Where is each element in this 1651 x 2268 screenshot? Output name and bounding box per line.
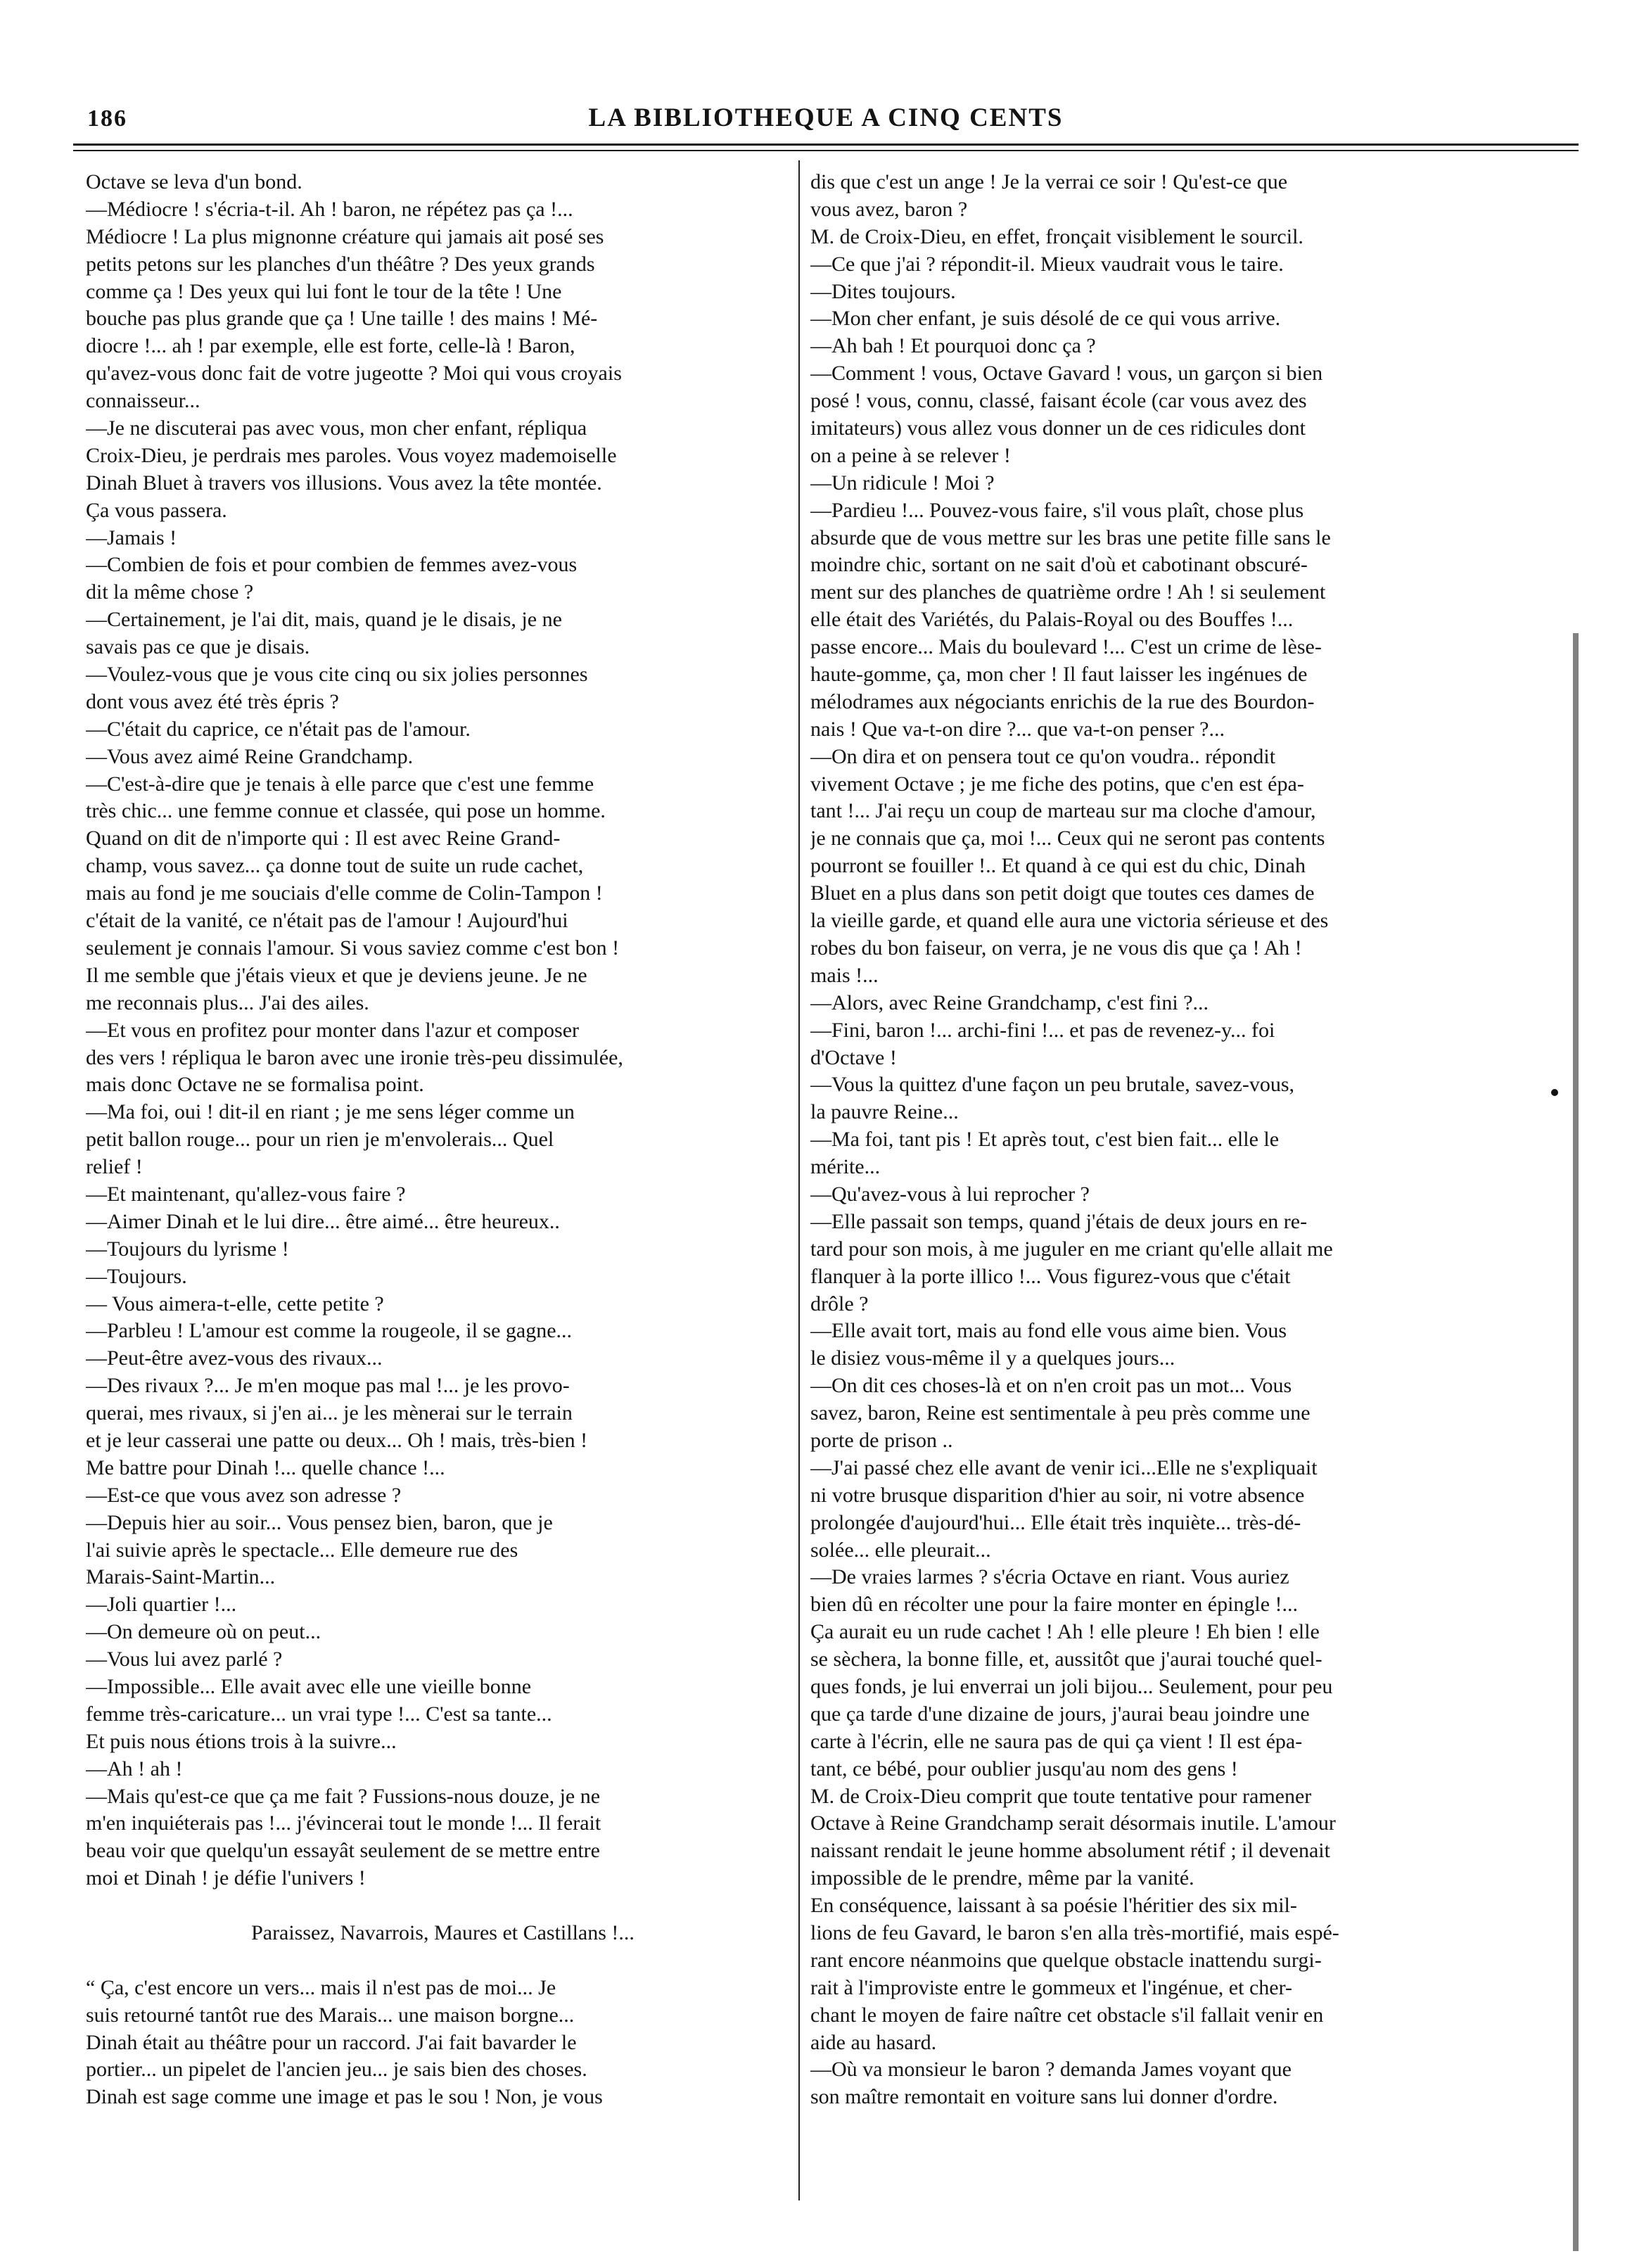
text-line: — Vous aimera-t-elle, cette petite ? [86,1292,384,1315]
column-divider [798,160,800,2200]
text-line: —Jamais ! [86,525,177,549]
text-line: nais ! Que va-t-on dire ?... que va-t-on penser ?... [810,717,1225,741]
text-line: son maître remontait en voiture sans lui donner d'ordre. [810,2085,1278,2109]
text-line: —Dites toujours. [810,279,956,303]
text-line: —Vous avez aimé Reine Grandchamp. [86,744,414,768]
text-line: —Ah bah ! Et pourquoi donc ça ? [810,334,1096,358]
text-line: Octave à Reine Grandchamp serait désormais inutile. L'amour [810,1811,1336,1835]
text-line: —Aimer Dinah et le lui dire... être aimé... être heureux.. [86,1209,560,1233]
text-line: —On demeure où on peut... [86,1620,321,1644]
text-line: —Ma foi, tant pis ! Et après tout, c'est bien fait... elle le [810,1128,1280,1152]
text-line: connaisseur... [86,389,200,413]
text-line: petit ballon rouge... pour un rien je m'envolerais... Quel [86,1128,554,1152]
text-line: Quand on dit de n'importe qui : Il est avec Reine Grand- [86,827,561,850]
text-line: —Ce que j'ai ? répondit-il. Mieux vaudrait vous le taire. [810,252,1284,276]
text-line: l'ai suivie après le spectacle... Elle demeure rue des [86,1538,518,1562]
text-line: mais !... [810,963,879,987]
text-line: passe encore... Mais du boulevard !... C'est un crime de lèse- [810,635,1322,659]
text-line: Et puis nous étions trois à la suivre... [86,1729,397,1753]
text-line: tant, ce bébé, pour oublier jusqu'au nom des gens ! [810,1757,1238,1780]
text-line: Il me semble que j'étais vieux et que je deviens jeune. Je ne [86,963,587,987]
text-line: —Je ne discuterai pas avec vous, mon cher enfant, répliqua [86,416,587,440]
text-line: —Mon cher enfant, je suis désolé de ce qui vous arrive. [810,307,1281,331]
text-line: la vieille garde, et quand elle aura une victoria sérieuse et des [810,909,1329,933]
text-line: petits petons sur les planches d'un théâtre ? Des yeux grands [86,252,595,276]
text-line: —Où va monsieur le baron ? demanda James voyant que [810,2058,1292,2082]
text-line: pourront se fouiller !.. Et quand à ce qui est du chic, Dinah [810,854,1306,878]
text-line: —Des rivaux ?... Je m'en moque pas mal !... je les provo- [86,1374,570,1398]
text-line: porte de prison .. [810,1428,953,1452]
text-line: —Qu'avez-vous à lui reprocher ? [810,1182,1090,1206]
text-line: mais donc Octave ne se formalisa point. [86,1073,424,1097]
text-line: —Peut-être avez-vous des rivaux... [86,1346,383,1370]
text-line: Octave se leva d'un bond. [86,170,302,193]
text-line: —Vous la quittez d'une façon un peu brutale, savez-vous, [810,1073,1294,1097]
text-line: —Pardieu !... Pouvez-vous faire, s'il vous plaît, chose plus [810,498,1304,522]
text-line: —On dira et on pensera tout ce qu'on voudra.. répondit [810,744,1276,768]
text-line: prolongée d'aujourd'hui... Elle était très inquiète... très-dé- [810,1510,1301,1534]
text-line: posé ! vous, connu, classé, faisant école (car vous avez des [810,389,1307,413]
text-line: —C'est-à-dire que je tenais à elle parce que c'est une femme [86,772,594,796]
text-line: relief ! [86,1155,143,1179]
text-line: diocre !... ah ! par exemple, elle est forte, celle-là ! Baron, [86,334,575,358]
text-line: je ne connais que ça, moi !... Ceux qui ne seront pas contents [810,827,1325,850]
text-line: vous avez, baron ? [810,197,968,221]
text-line: dit la même chose ? [86,580,254,604]
text-line: mérite... [810,1155,881,1179]
text-line: se sèchera, la bonne fille, et, aussitôt que j'aurai touché quel- [810,1648,1322,1671]
page-number: 186 [87,106,127,132]
text-line: Médiocre ! La plus mignonne créature qui jamais ait posé ses [86,224,604,248]
text-line: mélodrames aux négociants enrichis de la rue des Bourdon- [810,689,1315,713]
text-line: “ Ça, c'est encore un vers... mais il n'est pas de moi... Je [86,1975,556,1999]
text-line: —Impossible... Elle avait avec elle une vieille bonne [86,1674,532,1698]
text-line: vivement Octave ; je me fiche des potins, que c'en est épa- [810,772,1304,796]
text-line: femme très-caricature... un vrai type !... C'est sa tante... [86,1702,552,1726]
text-line: c'était de la vanité, ce n'était pas de l'amour ! Aujourd'hui [86,909,568,933]
right-column [810,169,1524,2195]
text-line: tard pour son mois, à me juguler en me criant qu'elle allait me [810,1237,1333,1261]
text-line: que ça tarde d'une dizaine de jours, j'aurai beau joindre une [810,1702,1310,1726]
verse-line: Paraissez, Navarrois, Maures et Castillans !... [251,1921,635,1944]
blank-line [86,1947,800,1975]
text-line: rant encore néanmoins que quelque obstacle inattendu surgi- [810,1948,1322,1972]
text-line: impossible de le prendre, même par la vanité. [810,1866,1194,1890]
text-line: —Alors, avec Reine Grandchamp, c'est fini ?... [810,990,1209,1014]
text-line: dont vous avez été très épris ? [86,689,339,713]
text-line: —Elle passait son temps, quand j'étais de deux jours en re- [810,1209,1308,1233]
text-line: drôle ? [810,1292,869,1315]
text-line: —Joli quartier !... [86,1593,237,1617]
text-line: savais pas ce que je disais. [86,635,310,659]
text-line: —Et vous en profitez pour monter dans l'azur et composer [86,1018,580,1042]
page-edge-shadow [1573,633,1579,2251]
text-line: me reconnais plus... J'ai des ailes. [86,990,369,1014]
text-line: —Est-ce que vous avez son adresse ? [86,1483,402,1507]
text-line: Dinah était au théâtre pour un raccord. J'ai fait bavarder le [86,2030,577,2054]
text-line: bien dû en récolter une pour la faire monter en épingle !... [810,1593,1299,1617]
text-line: robes du bon faiseur, on verra, je ne vous dis que ça ! Ah ! [810,936,1302,960]
text-line: Croix-Dieu, je perdrais mes paroles. Vous voyez mademoiselle [86,443,617,467]
text-line: bouche pas plus grande que ça ! Une taille ! des mains ! Mé- [86,307,598,331]
text-line: Me battre pour Dinah !... quelle chance !... [86,1455,445,1479]
text-line: ni votre brusque disparition d'hier au soir, ni votre absence [810,1483,1305,1507]
text-line: chant le moyen de faire naître cet obstacle s'il fallait venir en [810,2003,1324,2027]
text-line: qu'avez-vous donc fait de votre jugeotte ? Moi qui vous croyais [86,362,622,386]
text-line: moi et Dinah ! je défie l'univers ! [86,1866,366,1890]
text-line: —Voulez-vous que je vous cite cinq ou six jolies personnes [86,663,588,687]
text-line: des vers ! répliqua le baron avec une ironie très-peu dissimulée, [86,1045,623,1069]
ink-dot [1551,1089,1558,1096]
text-line: la pauvre Reine... [810,1100,959,1124]
running-title: LA BIBLIOTHEQUE A CINQ CENTS [588,103,1064,132]
text-line: champ, vous savez... ça donne tout de suite un rude cachet, [86,854,584,878]
text-line: moindre chic, sortant on ne sait d'où et cabotinant obscuré- [810,553,1308,577]
text-line: m'en inquiéterais pas !... j'évincerai tout le monde !... Il ferait [86,1811,601,1835]
text-line: —Ma foi, oui ! dit-il en riant ; je me sens léger comme un [86,1100,575,1124]
blank-line [86,1892,800,1920]
text-line: —J'ai passé chez elle avant de venir ici...Elle ne s'expliquait [810,1455,1318,1479]
text-line: rait à l'improviste entre le gommeux et l'ingénue, et cher- [810,1975,1292,1999]
text-line: le disiez vous-même il y a quelques jours... [810,1346,1175,1370]
text-line: M. de Croix-Dieu comprit que toute tentative pour ramener [810,1784,1312,1808]
text-line: d'Octave ! [810,1045,897,1069]
text-line: aide au hasard. [810,2030,937,2054]
text-line: beau voir que quelqu'un essayât seulement de se mettre entre [86,1839,600,1863]
text-line: —Médiocre ! s'écria-t-il. Ah ! baron, ne répétez pas ça !... [86,197,573,221]
text-line: M. de Croix-Dieu, en effet, fronçait visiblement le sourcil. [810,224,1303,248]
text-line: solée... elle pleurait... [810,1538,991,1562]
text-line: Marais-Saint-Martin... [86,1565,276,1589]
text-line: —Toujours du lyrisme ! [86,1237,289,1261]
header-rule [73,144,1579,146]
text-line: Dinah est sage comme une image et pas le sou ! Non, je vous [86,2085,603,2109]
text-line: —Elle avait tort, mais au fond elle vous aime bien. Vous [810,1319,1287,1343]
text-line: —Vous lui avez parlé ? [86,1648,283,1671]
text-line: on a peine à se relever ! [810,443,1011,467]
text-line: —Depuis hier au soir... Vous pensez bien, baron, que je [86,1510,553,1534]
text-line: En conséquence, laissant à sa poésie l'héritier des six mil- [810,1894,1297,1918]
text-line: querai, mes rivaux, si j'en ai... je les mènerai sur le terrain [86,1401,573,1425]
text-line: elle était des Variétés, du Palais-Royal ou des Bouffes !... [810,608,1294,632]
text-line: —Comment ! vous, Octave Gavard ! vous, un garçon si bien [810,362,1323,386]
left-column [86,169,800,2195]
text-line: très chic... une femme connue et classée, qui pose un homme. [86,799,606,823]
text-line: —Mais qu'est-ce que ça me fait ? Fussions-nous douze, je ne [86,1784,601,1808]
text-line: carte à l'écrin, elle ne saura pas de qui ça vient ! Il est épa- [810,1729,1303,1753]
text-line: ment sur des planches de quatrième ordre ! Ah ! si seulement [810,580,1326,604]
text-line: et je leur casserai une patte ou deux... Oh ! mais, très-bien ! [86,1428,588,1452]
text-line: savez, baron, Reine est sentimentale à peu près comme une [810,1401,1311,1425]
text-line: tant !... J'ai reçu un coup de marteau sur ma cloche d'amour, [810,799,1316,823]
text-line: absurde que de vous mettre sur les bras une petite fille sans le [810,525,1331,549]
text-line: mais au fond je me souciais d'elle comme de Colin-Tampon ! [86,881,603,905]
text-line: —Toujours. [86,1264,187,1288]
text-line: seulement je connais l'amour. Si vous saviez comme c'est bon ! [86,936,620,960]
header-rule-thin [73,150,1579,151]
text-line: —Fini, baron !... archi-fini !... et pas de revenez-y... foi [810,1018,1275,1042]
text-line: —Un ridicule ! Moi ? [810,471,995,495]
text-line: portier... un pipelet de l'ancien jeu... je sais bien des choses. [86,2058,587,2082]
text-line: —Parbleu ! L'amour est comme la rougeole, il se gagne... [86,1319,573,1343]
page-header [73,103,1579,138]
text-line: —Combien de fois et pour combien de femmes avez-vous [86,553,578,577]
text-line: dis que c'est un ange ! Je la verrai ce soir ! Qu'est-ce que [810,170,1288,193]
text-line: —Et maintenant, qu'allez-vous faire ? [86,1182,406,1206]
text-line: Bluet en a plus dans son petit doigt que toutes ces dames de [810,881,1315,905]
text-line: suis retourné tantôt rue des Marais... une maison borgne... [86,2003,575,2027]
text-line: Ça vous passera. [86,498,227,522]
text-line: —Ah ! ah ! [86,1757,183,1780]
text-line: Dinah Bluet à travers vos illusions. Vous avez la tête montée. [86,471,602,495]
text-line: —De vraies larmes ? s'écria Octave en riant. Vous auriez [810,1565,1289,1589]
text-line: haute-gomme, ça, mon cher ! Il faut laisser les ingénues de [810,663,1308,687]
text-line: —C'était du caprice, ce n'était pas de l'amour. [86,717,471,741]
text-line: comme ça ! Des yeux qui lui font le tour de la tête ! Une [86,279,562,303]
text-line: imitateurs) vous allez vous donner un de ces ridicules dont [810,416,1306,440]
text-line: Ça aurait eu un rude cachet ! Ah ! elle pleure ! Eh bien ! elle [810,1620,1320,1644]
text-line: flanquer à la porte illico !... Vous figurez-vous que c'était [810,1264,1291,1288]
text-line: ques fonds, je lui enverrai un joli bijou... Seulement, pour peu [810,1674,1333,1698]
text-line: naissant rendait le jeune homme absolument rétif ; il devenait [810,1839,1330,1863]
text-line: —On dit ces choses-là et on n'en croit pas un mot... Vous [810,1374,1292,1398]
text-line: —Certainement, je l'ai dit, mais, quand je le disais, je ne [86,608,562,632]
text-line: lions de feu Gavard, le baron s'en alla très-mortifié, mais espé- [810,1921,1339,1944]
